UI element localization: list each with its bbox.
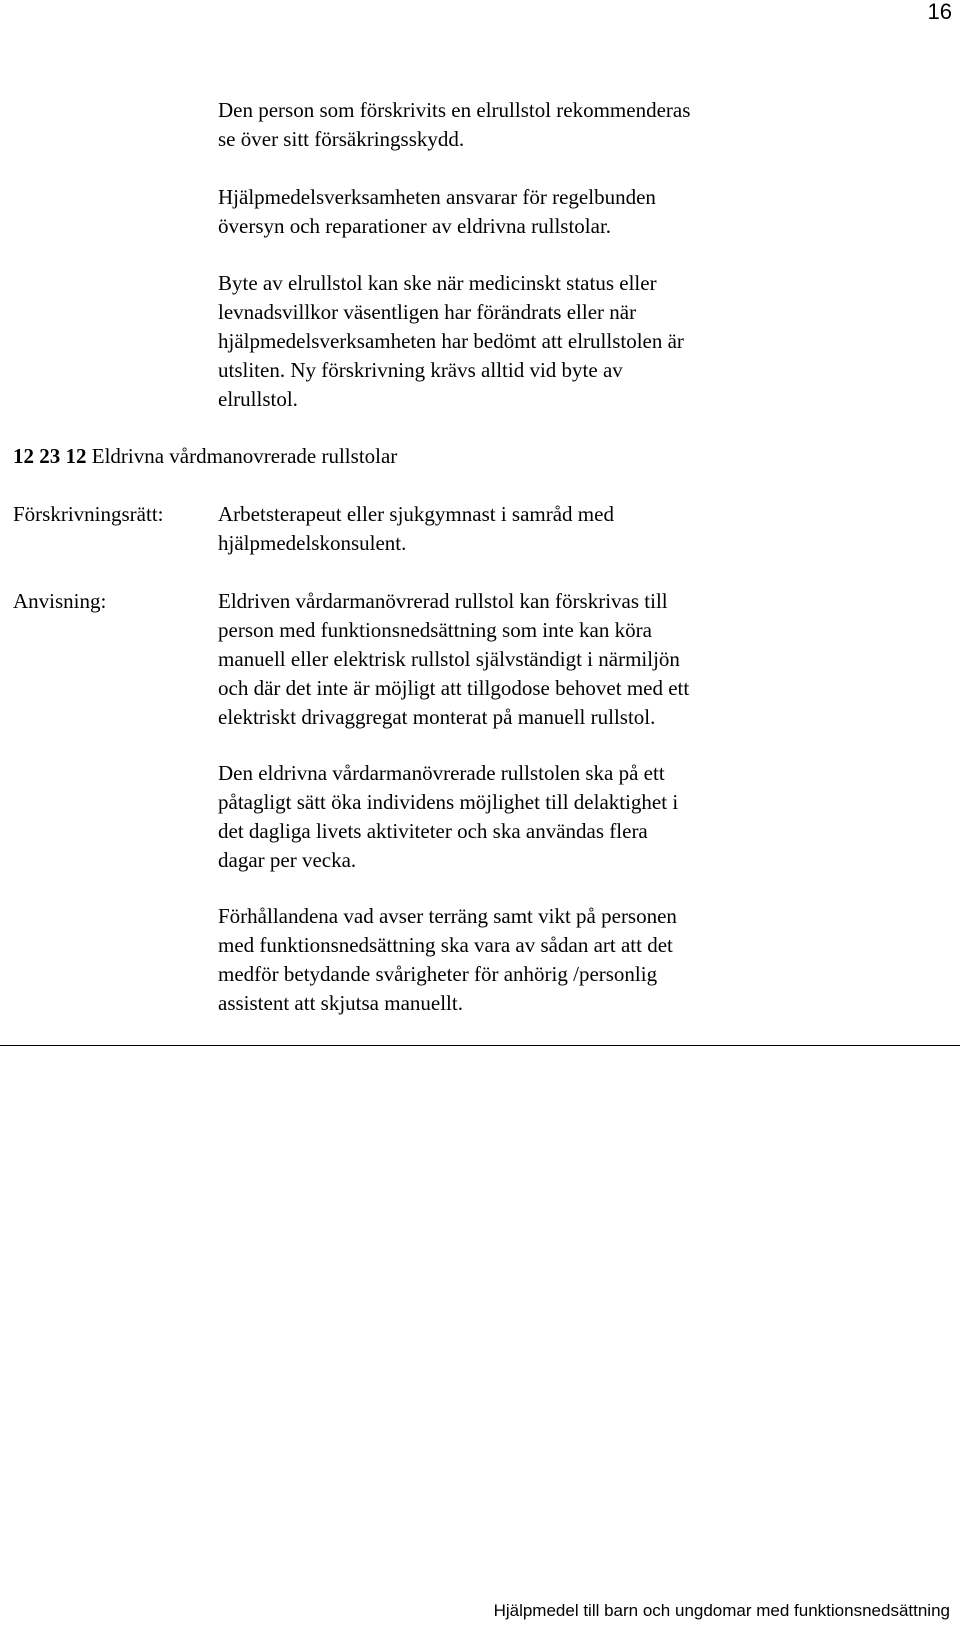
horizontal-divider xyxy=(0,1045,960,1046)
instruction-paragraph-2: Den eldrivna vårdarmanövrerade rullstolen ska på ett påtagligt sätt öka individens möjlighet till delaktighet i det dagliga livets aktiviteter och ska användas flera dagar per vecka. xyxy=(218,761,679,872)
prescription-right-value: Arbetsterapeut eller sjukgymnast i samråd med hjälpmedelskonsulent. xyxy=(218,502,614,555)
page-footer: Hjälpmedel till barn och ungdomar med funktionsnedsättning xyxy=(493,1601,950,1620)
prescription-right-label: Förskrivningsrätt: xyxy=(13,502,164,526)
instruction-label: Anvisning: xyxy=(13,589,107,613)
section-number: 12 23 12 xyxy=(13,444,87,468)
page-number: 16 xyxy=(927,0,952,24)
paragraph-insurance: Den person som förskrivits en elrullstol rekommenderas se över sitt försäkringsskydd. xyxy=(218,98,691,151)
instruction-paragraph-1: Eldriven vårdarmanövrerad rullstol kan förskrivas till person med funktionsnedsättning som inte kan köra manuell eller elektrisk rullstol självständigt i närmiljön och där det inte är möjligt att tillgodose behovet med ett elektriskt drivaggregat monterat på manuell rullstol. xyxy=(218,589,690,729)
section-heading xyxy=(13,442,397,471)
section-title: Eldrivna vårdmanovrerade rullstolar xyxy=(91,444,398,468)
paragraph-replacement: Byte av elrullstol kan ske när medicinskt status eller levnadsvillkor väsentligen har förändrats eller när hjälpmedelsverksamheten har bedömt att elrullstolen är utsliten. Ny förskrivning krävs alltid vid byte av elrullstol. xyxy=(218,271,684,411)
instruction-paragraph-3: Förhållandena vad avser terräng samt vikt på personen med funktionsnedsättning ska vara av sådan art att det medför betydande svårigheter för anhörig /personlig assistent att skjutsa manuellt. xyxy=(218,904,677,1015)
paragraph-maintenance: Hjälpmedelsverksamheten ansvarar för regelbunden översyn och reparationer av eldrivna rullstolar. xyxy=(218,185,656,238)
